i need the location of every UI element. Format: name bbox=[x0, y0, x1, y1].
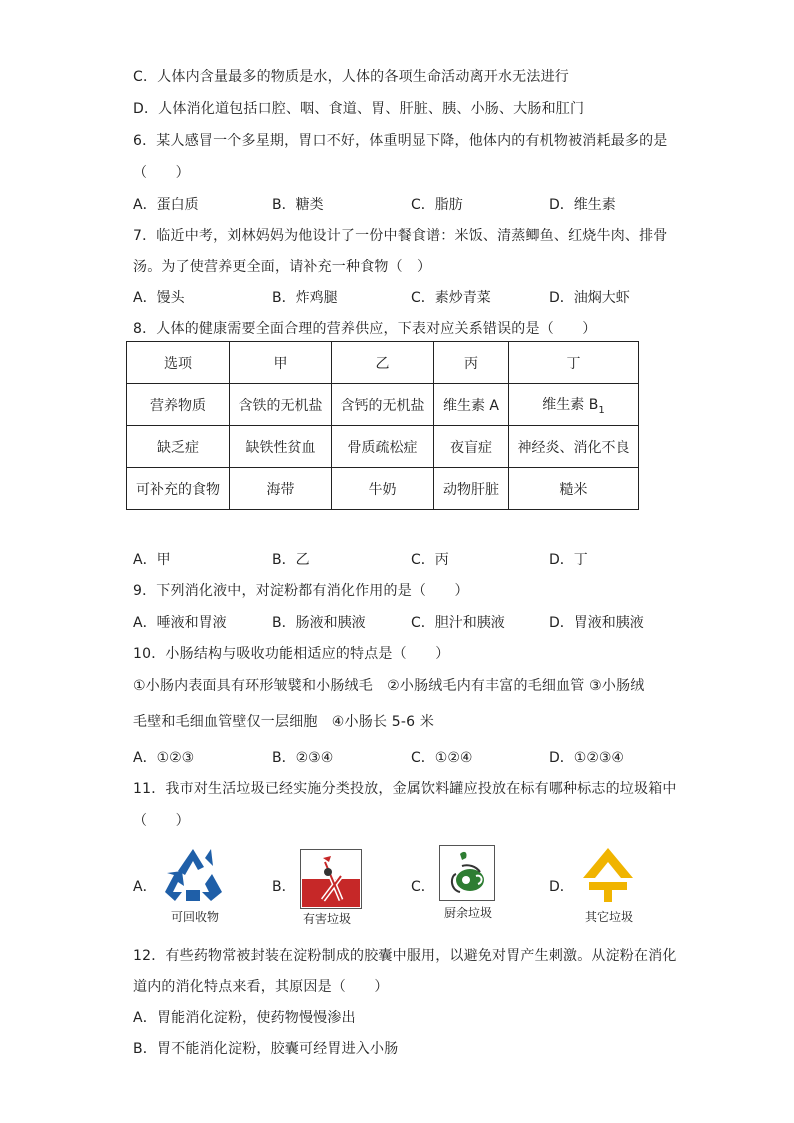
hazardous-label: 有害垃圾 bbox=[303, 912, 352, 926]
table-cell: 骨质疏松症 bbox=[332, 426, 434, 468]
table-row bbox=[127, 426, 639, 468]
table-row bbox=[127, 384, 639, 426]
q7-stem: 7．临近中考，刘林妈妈为他设计了一份中餐食谱：米饭、清蒸鲫鱼、红烧牛肉、排骨 bbox=[133, 228, 668, 244]
table-cell: 可补充的食物 bbox=[127, 468, 230, 510]
q7-option-d: D．油焖大虾 bbox=[549, 290, 630, 306]
table-cell: 含铁的无机盐 bbox=[230, 384, 332, 426]
q10-detail-1: ①小肠内表面具有环形皱襞和小肠绒毛 ②小肠绒毛内有丰富的毛细血管 ③小肠绒 bbox=[133, 678, 645, 694]
q7-option-a: A．馒头 bbox=[133, 290, 185, 306]
q10-option-c: C．①②④ bbox=[411, 750, 473, 766]
q9-option-c: C．胆汁和胰液 bbox=[411, 615, 505, 631]
q8-stem: 8．人体的健康需要全面合理的营养供应，下表对应关系错误的是（ ） bbox=[133, 321, 597, 337]
q10-option-a: A．①②③ bbox=[133, 750, 195, 766]
table-row bbox=[127, 468, 639, 510]
vitamin-b-subscript: 1 bbox=[598, 404, 605, 416]
q6-option-a: A．蛋白质 bbox=[133, 197, 199, 213]
table-cell: 缺乏症 bbox=[127, 426, 230, 468]
vitamin-b-text: 维生素 B bbox=[542, 396, 599, 413]
q7-option-c: C．素炒青菜 bbox=[411, 290, 491, 306]
q8-option-c: C．丙 bbox=[411, 552, 449, 568]
table-cell: 海带 bbox=[230, 468, 332, 510]
q5-option-c: C．人体内含量最多的物质是水，人体的各项生命活动离开水无法进行 bbox=[133, 69, 569, 85]
table-cell: 神经炎、消化不良 bbox=[509, 426, 639, 468]
q12-stem-cont: 道内的消化特点来看，其原因是（ ） bbox=[133, 979, 389, 995]
q12-stem: 12．有些药物常被封装在淀粉制成的胶囊中服用，以避免对胃产生刺激。从淀粉在消化 bbox=[133, 948, 677, 964]
table-cell: 缺铁性贫血 bbox=[230, 426, 332, 468]
kitchen-waste-icon bbox=[439, 845, 495, 901]
kitchen-waste-label: 厨余垃圾 bbox=[444, 906, 493, 920]
table-cell: 牛奶 bbox=[332, 468, 434, 510]
hazardous-waste-icon bbox=[300, 849, 362, 909]
table-cell-vitamin-b1 bbox=[509, 384, 639, 426]
q6-option-c: C．脂肪 bbox=[411, 197, 463, 213]
table-cell: 夜盲症 bbox=[434, 426, 509, 468]
q6-option-b: B．糖类 bbox=[272, 197, 324, 213]
table-cell: 甲 bbox=[230, 342, 332, 384]
table-cell: 乙 bbox=[332, 342, 434, 384]
other-waste-label: 其它垃圾 bbox=[585, 910, 634, 924]
q7-stem-cont: 汤。为了使营养更全面，请补充一种食物（ ） bbox=[133, 259, 432, 275]
q6-option-d: D．维生素 bbox=[549, 197, 616, 213]
q10-stem: 10．小肠结构与吸收功能相适应的特点是（ ） bbox=[133, 646, 450, 662]
other-waste-icon bbox=[581, 846, 635, 904]
table-cell: 动物肝脏 bbox=[434, 468, 509, 510]
q6-answer-paren: （ ） bbox=[133, 165, 190, 181]
q9-option-b: B．肠液和胰液 bbox=[272, 615, 366, 631]
table-cell: 维生素 A bbox=[434, 384, 509, 426]
q6-stem: 6．某人感冒一个多星期，胃口不好，体重明显下降，他体内的有机物被消耗最多的是 bbox=[133, 133, 668, 149]
q11-option-d-letter: D． bbox=[549, 879, 574, 895]
q10-option-d: D．①②③④ bbox=[549, 750, 624, 766]
q12-option-a: A．胃能消化淀粉，使药物慢慢渗出 bbox=[133, 1010, 356, 1026]
table-cell: 丁 bbox=[509, 342, 639, 384]
q12-option-b: B．胃不能消化淀粉，胶囊可经胃进入小肠 bbox=[133, 1041, 399, 1057]
q9-option-a: A．唾液和胃液 bbox=[133, 615, 227, 631]
q10-option-b: B．②③④ bbox=[272, 750, 334, 766]
recycle-icon bbox=[162, 846, 224, 904]
q7-option-b: B．炸鸡腿 bbox=[272, 290, 338, 306]
table-cell: 含钙的无机盐 bbox=[332, 384, 434, 426]
q11-option-c-letter: C． bbox=[411, 879, 435, 895]
q8-option-d: D．丁 bbox=[549, 552, 588, 568]
recycle-label: 可回收物 bbox=[171, 910, 220, 924]
q9-option-d: D．胃液和胰液 bbox=[549, 615, 644, 631]
nutrition-table bbox=[126, 341, 639, 510]
q10-detail-2: 毛壁和毛细血管壁仅一层细胞 ④小肠长 5-6 米 bbox=[133, 714, 435, 730]
q9-stem: 9．下列消化液中，对淀粉都有消化作用的是（ ） bbox=[133, 583, 469, 599]
table-cell: 营养物质 bbox=[127, 384, 230, 426]
table-cell: 丙 bbox=[434, 342, 509, 384]
q11-stem: 11．我市对生活垃圾已经实施分类投放，金属饮料罐应投放在标有哪种标志的垃圾箱中 bbox=[133, 781, 677, 797]
q8-option-a: A．甲 bbox=[133, 552, 171, 568]
q5-option-d: D．人体消化道包括口腔、咽、食道、胃、肝脏、胰、小肠、大肠和肛门 bbox=[133, 101, 585, 117]
table-header-row bbox=[127, 342, 639, 384]
table-cell: 选项 bbox=[127, 342, 230, 384]
q11-option-b-letter: B． bbox=[272, 879, 296, 895]
q8-option-b: B．乙 bbox=[272, 552, 310, 568]
table-cell: 糙米 bbox=[509, 468, 639, 510]
q11-option-a-letter: A． bbox=[133, 879, 157, 895]
q11-answer-paren: （ ） bbox=[133, 813, 190, 829]
